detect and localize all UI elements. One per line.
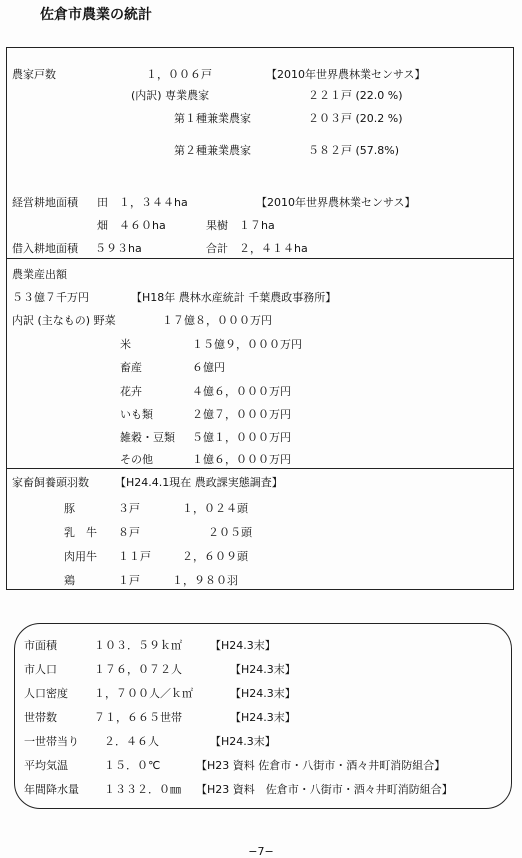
output-source: 【H18年 農林水産統計 千葉農政事務所】 (131, 291, 337, 304)
city-value: １，７００人／ｋ㎡ (94, 687, 193, 700)
page-title: 佐倉市農業の統計 (40, 7, 152, 23)
divider-land (6, 258, 513, 259)
land-field: 畑 ４６０ha (97, 219, 166, 232)
output-label: 農業産出額 (12, 268, 67, 281)
city-label: 世帯数 (24, 711, 57, 724)
livestock-count: １，９８０羽 (172, 574, 238, 587)
livestock-source: 【H24.4.1現在 農政課実態調査】 (115, 476, 283, 489)
farms-type2-label: 第２種兼業農家 (174, 144, 251, 157)
farms-total: １，００６戸 (146, 68, 212, 81)
output-item-name: 花卉 (120, 385, 142, 398)
land-label: 経営耕地面積 (12, 196, 78, 209)
city-source: 【H24.3末】 (210, 735, 276, 748)
output-item-name: 畜産 (120, 361, 142, 374)
output-item-value: ６億円 (192, 361, 225, 374)
output-item-name: 米 (120, 338, 131, 351)
livestock-name: 鶏 (64, 574, 75, 587)
city-label: 平均気温 (24, 759, 68, 772)
output-item-value: １億６，０００万円 (192, 453, 291, 466)
output-breakdown-label: 内訳 (主なもの) 野菜 (12, 314, 116, 327)
livestock-name: 豚 (64, 502, 75, 515)
output-item-value: ５億１，０００万円 (192, 431, 291, 444)
livestock-houses: １戸 (118, 574, 140, 587)
city-value: １５．０℃ (104, 759, 161, 772)
output-item-name: いも類 (120, 408, 153, 421)
livestock-count: ２，６０９頭 (182, 550, 248, 563)
land-lease-label: 借入耕地面積 (12, 242, 78, 255)
livestock-name: 乳 牛 (64, 526, 97, 539)
output-total: ５３億７千万円 (12, 291, 89, 304)
output-item-value: １５億９，０００万円 (192, 338, 302, 351)
divider-output (6, 468, 513, 469)
city-label: 市人口 (24, 663, 57, 676)
farms-type1: ２０３戸 (20.2 %) (308, 112, 403, 125)
land-paddy: 田 １，３４４ha (97, 196, 188, 209)
farms-breakdown-label: (内訳) 専業農家 (131, 89, 210, 102)
land-orchard: 果樹 １７ha (206, 219, 275, 232)
page-number: −7− (248, 845, 274, 858)
output-vegetables: １７億８，０００万円 (162, 314, 272, 327)
output-item-name: その他 (120, 453, 153, 466)
city-source: 【H24.3末】 (210, 639, 276, 652)
city-source: 【H24.3末】 (230, 711, 296, 724)
city-value: １０３．５９ｋ㎡ (94, 639, 182, 652)
farms-source: 【2010年世界農林業センサス】 (266, 68, 426, 81)
livestock-houses: ８戸 (118, 526, 140, 539)
livestock-houses: ３戸 (118, 502, 140, 515)
city-label: 市面積 (24, 639, 57, 652)
city-value: １３３２．０㎜ (104, 783, 181, 796)
city-label: 一世帯当り (24, 735, 79, 748)
city-value: ２．４６人 (104, 735, 159, 748)
livestock-label: 家畜飼養頭羽数 (12, 476, 89, 489)
city-label: 年間降水量 (24, 783, 79, 796)
land-total: 合計 ２，４１４ha (206, 242, 308, 255)
city-value: ７１，６６５世帯 (94, 711, 182, 724)
farms-type1-label: 第１種兼業農家 (174, 112, 251, 125)
city-label: 人口密度 (24, 687, 68, 700)
output-item-name: 雑穀・豆類 (120, 431, 175, 444)
city-source: 【H24.3末】 (230, 663, 296, 676)
livestock-name: 肉用牛 (64, 550, 97, 563)
livestock-count: ２０５頭 (208, 526, 252, 539)
city-source: 【H24.3末】 (230, 687, 296, 700)
farms-full-time: ２２１戸 (22.0 %) (308, 89, 403, 102)
land-lease: ５９３ha (95, 242, 142, 255)
city-source: 【H23 資料 佐倉市・八街市・酒々井町消防組合】 (196, 759, 446, 772)
output-item-value: ２億７，０００万円 (192, 408, 291, 421)
output-item-value: ４億６，０００万円 (192, 385, 291, 398)
farms-type2: ５８２戸 (57.8%) (308, 144, 400, 157)
livestock-houses: １１戸 (118, 550, 151, 563)
livestock-count: １，０２４頭 (182, 502, 248, 515)
city-source: 【H23 資料 佐倉市・八街市・酒々井町消防組合】 (196, 783, 453, 796)
land-source: 【2010年世界農林業センサス】 (256, 196, 416, 209)
city-value: １７６，０７２人 (94, 663, 182, 676)
farms-label: 農家戸数 (12, 68, 56, 81)
